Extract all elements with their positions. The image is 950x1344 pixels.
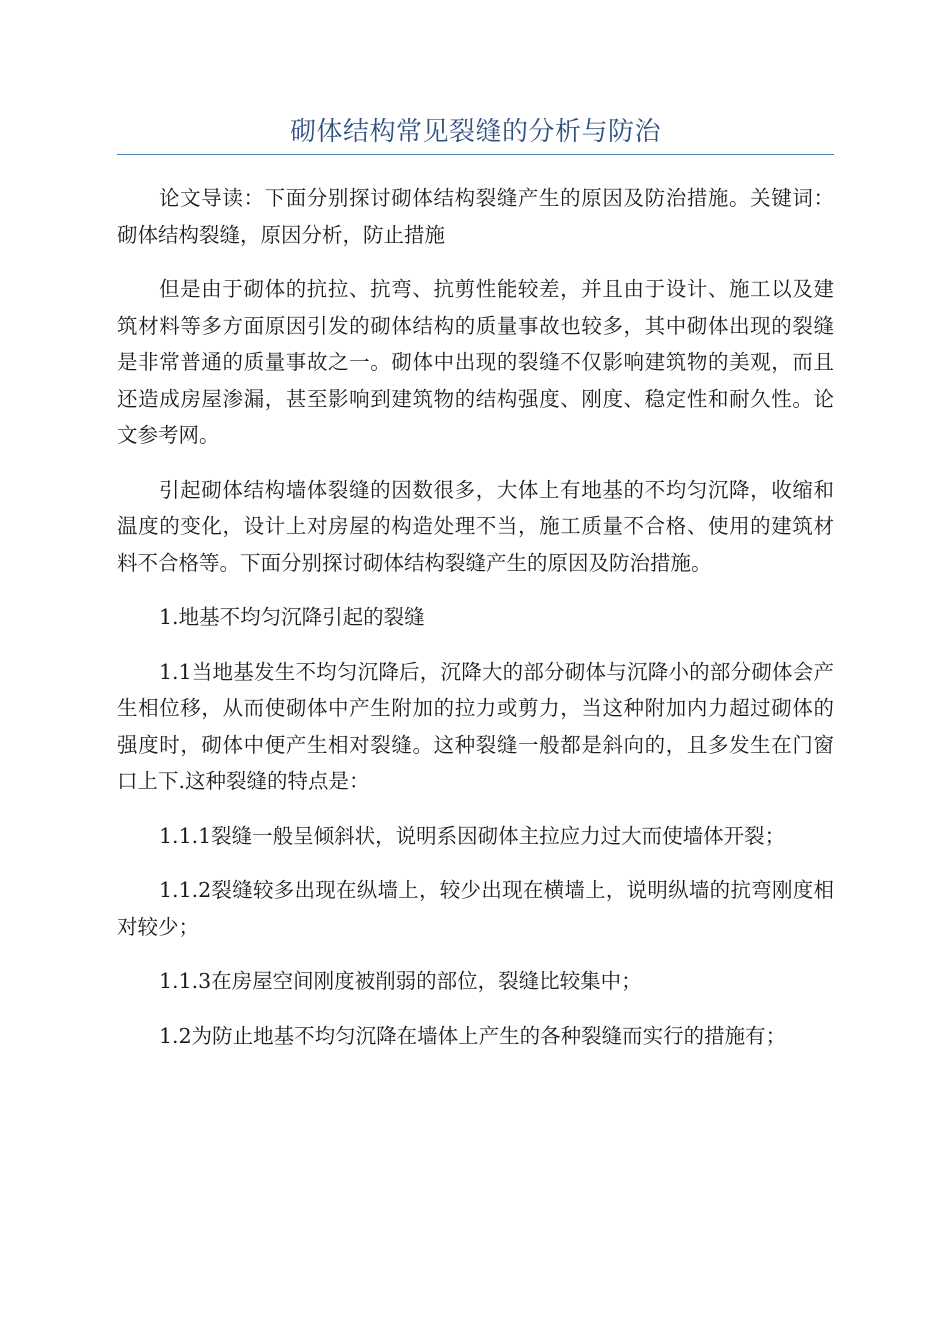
paragraph-1-1-1: 1.1.1裂缝一般呈倾斜状，说明系因砌体主拉应力过大而使墙体开裂；: [159, 823, 786, 848]
paragraph-intro: 但是由于砌体的抗拉、抗弯、抗剪性能较差，并且由于设计、施工以及建筑材料等多方面原因引发的砌体结构的质量事故也较多，其中砌体出现的裂缝是非常普通的质量事故之一。砌体中出现的裂缝不仅影响建筑物的美观，而且还造成房屋渗漏，甚至影响到建筑物的结构强度、刚度、稳定性和耐久性。论文参考网。: [117, 277, 834, 447]
section-heading-1: 1.地基不均匀沉降引起的裂缝: [159, 605, 425, 629]
paragraph-1-1-2: 1.1.2裂缝较多出现在纵墙上，较少出现在横墙上，说明纵墙的抗弯刚度相对较少；: [117, 878, 834, 939]
paragraph-causes: 引起砌体结构墙体裂缝的因数很多，大体上有地基的不均匀沉降，收缩和温度的变化，设计上对房屋的构造处理不当，施工质量不合格、使用的建筑材料不合格等。下面分别探讨砌体结构裂缝产生的原因及防治措施。: [117, 477, 834, 575]
document-body: [117, 180, 834, 1072]
paragraph-1-1-3: 1.1.3在房屋空间刚度被削弱的部位，裂缝比较集中；: [159, 969, 642, 993]
title-underline: [117, 154, 834, 155]
paragraph-abstract: 论文导读：下面分别探讨砌体结构裂缝产生的原因及防治措施。关键词：砌体结构裂缝，原因分析，防止措施: [117, 186, 834, 247]
document-title: 砌体结构常见裂缝的分析与防治: [289, 117, 661, 147]
paragraph-1-1: 1.1当地基发生不均匀沉降后，沉降大的部分砌体与沉降小的部分砌体会产生相位移，从而使砌体中产生附加的拉力或剪力，当这种附加内力超过砌体的强度时，砌体中便产生相对裂缝。这种裂缝一般都是斜向的，且多发生在门窗口上下.这种裂缝的特点是：: [117, 659, 834, 793]
paragraph-1-2: 1.2为防止地基不均匀沉降在墙体上产生的各种裂缝而实行的措施有；: [159, 1023, 787, 1048]
